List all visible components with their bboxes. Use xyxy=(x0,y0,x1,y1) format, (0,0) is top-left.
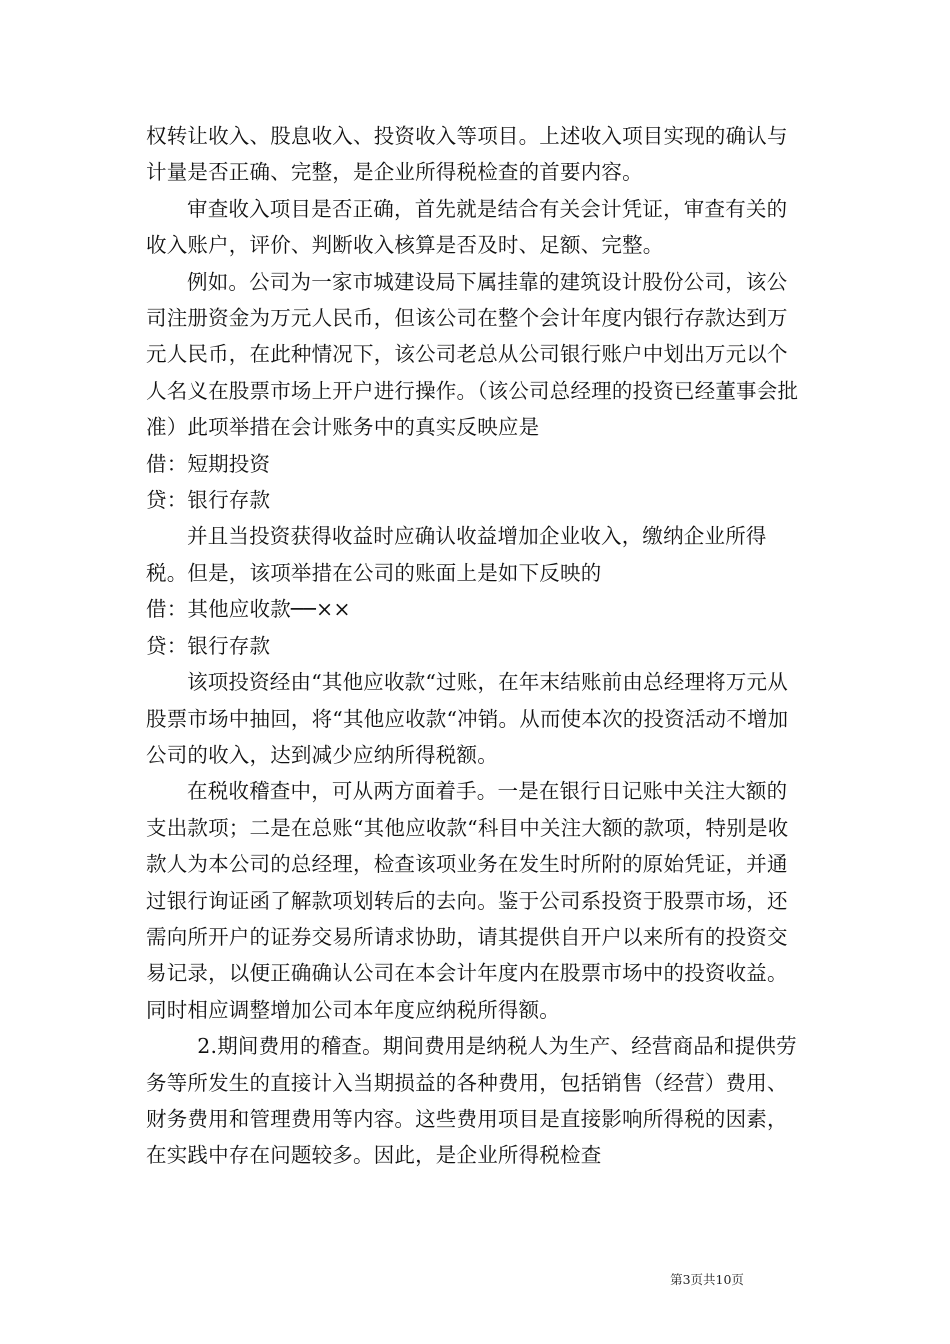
paragraph-tax-inspection: 在税收稽查中，可从两方面着手。一是在银行日记账中关注大额的支出款项；二是在总账“其他应收款“科目中关注大额的款项，特别是收款人为本公司的总经理，检查该项业务在发生时所附的原始凭证，并通过银行询证函了解款项划转后的去向。鉴于公司系投资于股票市场，还需向所开户的证券交易所请求协助，请其提供自开户以来所有的投资交易记录，以便正确确认公司在本会计年度内在股票市场中的投资收益。同时相应调整增加公司本年度应纳税所得额。 xyxy=(146,779,789,1022)
journal-entry-debit-other-receivables: 借：其他应收款──×× xyxy=(146,597,351,622)
page-footer xyxy=(0,1272,950,1288)
page-number: 第3页共10页 xyxy=(670,1272,744,1287)
paragraph-period-expenses: 2.期间费用的稽查。期间费用是纳税人为生产、经营商品和提供劳务等所发生的直接计入当期损益的各种费用，包括销售（经营）费用、财务费用和管理费用等内容。这些费用项目是直接影响所得税的因素，在实践中存在问题较多。因此，是企业所得税检查 xyxy=(146,1034,797,1168)
paragraph-investment-income: 并且当投资获得收益时应确认收益增加企业收入，缴纳企业所得税。但是，该项举措在公司的账面上是如下反映的 xyxy=(146,524,767,585)
paragraph-review-income: 审查收入项目是否正确，首先就是结合有关会计凭证，审查有关的收入账户，评价、判断收入核算是否及时、足额、完整。 xyxy=(146,196,788,258)
paragraph-example: 例如。公司为一家市城建设局下属挂靠的建筑设计股份公司，该公司注册资金为万元人民币，但该公司在整个会计年度内银行存款达到万元人民币，在此种情况下，该公司老总从公司银行账户中划出万元以个人名义在股票市场上开户进行操作。（该公司总经理的投资已经董事会批准）此项举措在会计账务中的真实反映应是 xyxy=(146,269,799,440)
document-body xyxy=(146,118,806,1174)
paragraph-other-receivables-posting: 该项投资经由“其他应收款“过账，在年末结账前由总经理将万元从股票市场中抽回，将“其他应收款“冲销。从而使本次的投资活动不增加公司的收入，达到减少应纳所得税额。 xyxy=(146,670,789,767)
journal-entry-credit-bank-deposit: 贷：银行存款 xyxy=(146,488,271,513)
journal-entry-credit-bank-deposit-2: 贷：银行存款 xyxy=(146,633,271,658)
journal-entry-debit-short-term-investment: 借：短期投资 xyxy=(146,451,271,476)
paragraph-income-items: 权转让收入、股息收入、投资收入等项目。上述收入项目实现的确认与计量是否正确、完整，是企业所得税检查的首要内容。 xyxy=(146,124,788,185)
